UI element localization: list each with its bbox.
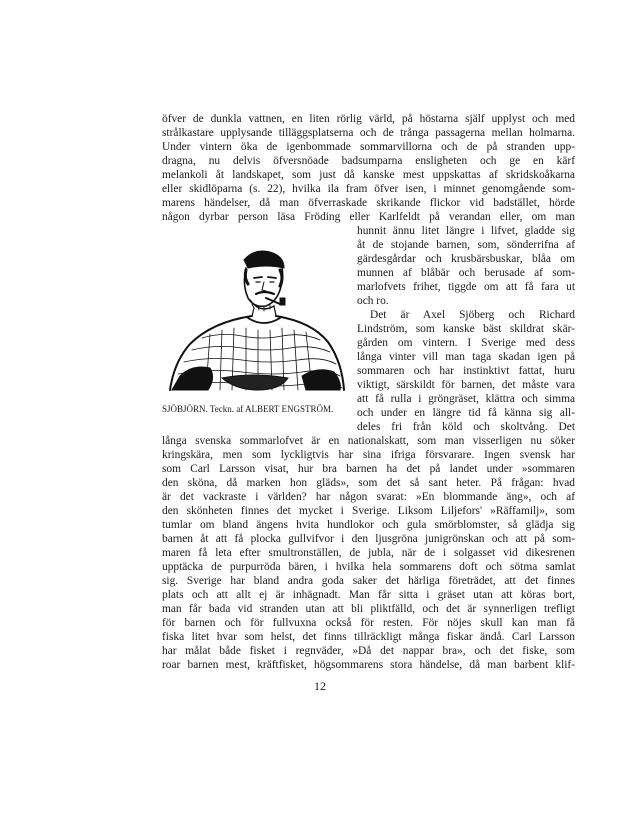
text-line: öfver de dunkla vattnen, en liten rörlig värld, på höstarna själf upplyst och med [162,113,575,125]
text-line: melankoli åt landskapet, som just då kanske mest uppskattas af skridskoåkarna [162,169,575,181]
text-line: kringskära, men som lyckligtvis har sina ifriga försvarare. Ingen svensk har [162,449,575,461]
text-line: är det vackraste i världen? har någon svarat: »En blommande äng», och af [162,491,575,503]
text-line: maren få leta efter smultronställen, de jubla, när de i solgasset vid dikesrenen [162,547,575,559]
text-line: Under vintern öka de igenbommade sommarvillorna och de på stranden upp- [162,141,575,153]
text-line: sig. Sverige har bland andra goda saker det härliga företrädet, att det finnes [162,575,575,587]
text-line: viktigt, särskildt för barnen, det måste vara [357,379,575,391]
text-line: den sköna, då marken hon gläds», som det så sant heter. På frågan: hvad [162,477,575,489]
text-line: och under en längre tid få känna sig all- [357,407,575,419]
text-line: eller skidlöparna (s. 22), hvilka ila fram öfver isen, i minnet genomgående som- [162,183,575,195]
text-line: den skönheten finnes det mycket i Sverige. Liksom Liljefors' »Räffamilj», som [162,505,575,517]
text-line: långa svenska sommarlofvet är en nationalskatt, som man visserligen nu söker [162,435,575,447]
text-line: gården om vintern. I Sverige med dess [357,337,575,349]
text-line: Lindström, som kanske bäst skildrat skär- [357,323,575,335]
text-line: hunnit ännu litet längre i lifvet, gladde sig [357,225,575,237]
text-line: roar barnen mest, kräftfisket, högsommarens stora händelse, då man barbent klif- [162,659,575,671]
text-line: barnen åt att få plocka gullvifvor i den ljusgröna junigrönskan och att på som- [162,533,575,545]
page-number: 12 [314,679,326,693]
text-line: marlofvets frihet, tiggde om att få fara ut [357,281,575,293]
text-line: sommaren och har instinktivt fattat, huru [357,365,575,377]
text-line: marens händelser, då man öfverraskade skrikande flickor vid badstället, hörde [162,197,575,209]
text-line: Det är Axel Sjöberg och Richard [370,309,575,321]
text-line: har målat både fisket i regnväder, »Då det nappar bra», och det fiske, som [162,645,575,657]
text-line: tumlar om bland ängens hvita hundlokor och gula smörblomster, så glädja sig [162,519,575,531]
sjobjorn-illustration [162,244,350,394]
text-line: upptäcka de purpurröda bären, i hvilka hela sommarens doft och sötma samlat [162,561,575,573]
text-line: gärdesgårdar och krusbärsbuskar, blåa om [357,253,575,265]
text-line: som Carl Larsson visat, hur bra barnen ha det på landet under »sommaren [162,463,575,475]
text-line: åt de stojande barnen, som, sönderrifna af [357,239,575,251]
text-line: munnen af blåbär och berusade af som- [357,267,575,279]
text-line: för barnen och för fullvuxna också för resten. För nöjes skull kan man få [162,617,575,629]
text-line: plats och att allt ej är inhägnadt. Man får sitta i gräset utan att köras bort, [162,589,575,601]
text-line: man får bada vid stranden utan att bli pliktfälld, och det är synnerligen trefligt [162,603,575,615]
text-line: deles fri från köld och skoltvång. Det [357,421,575,433]
figure-caption: SJÖBJÖRN. Teckn. af ALBERT ENGSTRÖM. [162,404,334,414]
text-line: och ro. [357,295,389,307]
text-line: strålkastare upplysande tilläggsplatserna och de trånga passagerna mellan holmarna. [162,127,575,139]
text-line: långa vinter vill man taga skadan igen på [357,351,575,363]
text-line: dragna, nu delvis öfversnöade badsumparna ensligheten och ge en kärf [162,155,575,167]
text-line: fiska litet hvar som helst, det finns tillräckligt många fiskar ändå. Carl Larsson [162,631,575,643]
text-line: att få rulla i gröngräset, klättra och simma [357,393,575,405]
text-line: någon dyrbar person läsa Fröding eller Karlfeldt på verandan eller, om man [162,211,575,223]
